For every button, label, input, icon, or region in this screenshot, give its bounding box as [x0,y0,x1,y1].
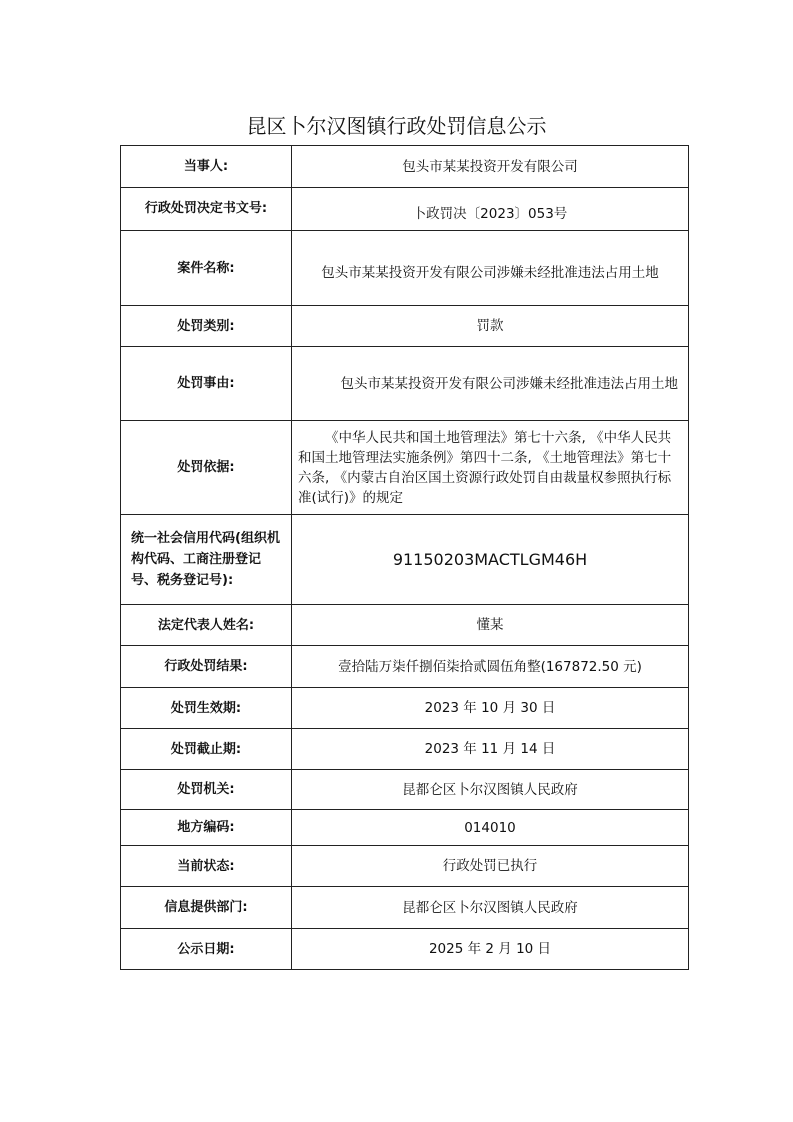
row-label: 案件名称: [121,231,292,306]
table-row [121,146,689,188]
row-value: 2025 年 2 月 10 日 [292,929,689,970]
penalty-info-table [120,145,689,970]
row-label: 当事人: [121,146,292,188]
row-value: 014010 [292,810,689,846]
table-row [121,729,689,770]
page-title: 昆区卜尔汉图镇行政处罚信息公示 [246,114,547,138]
row-label: 处罚生效期: [121,688,292,729]
row-label: 处罚事由: [121,347,292,421]
row-value: 昆都仑区卜尔汉图镇人民政府 [292,770,689,810]
row-value: 包头市某某投资开发有限公司 [292,146,689,188]
row-value: 2023 年 10 月 30 日 [292,688,689,729]
row-label: 法定代表人姓名: [121,605,292,646]
table-row [121,347,689,421]
row-value: 卜政罚决〔2023〕053号 [292,188,689,231]
table-row [121,688,689,729]
row-value: 91150203MACTLGM46H [292,515,689,605]
row-value: 昆都仑区卜尔汉图镇人民政府 [292,887,689,929]
row-label: 处罚依据: [121,421,292,515]
row-value: 行政处罚已执行 [292,846,689,887]
row-label: 行政处罚结果: [121,646,292,688]
row-value: 《中华人民共和国土地管理法》第七十六条, 《中华人民共和国土地管理法实施条例》第四十二条, 《土地管理法》第七十六条, 《内蒙古自治区国土资源行政处罚自由裁量权参照执行标准(试行)》的规定 [292,421,689,515]
table-row [121,605,689,646]
row-label: 公示日期: [121,929,292,970]
table-row [121,306,689,347]
table-row [121,515,689,605]
row-label: 当前状态: [121,846,292,887]
table-row [121,770,689,810]
row-label: 信息提供部门: [121,887,292,929]
table-row [121,887,689,929]
table-row [121,231,689,306]
row-value: 2023 年 11 月 14 日 [292,729,689,770]
row-label: 行政处罚决定书文号: [121,188,292,231]
row-value: 壹拾陆万柒仟捌佰柒拾贰圆伍角整(167872.50 元) [292,646,689,688]
table-row [121,810,689,846]
row-label: 处罚截止期: [121,729,292,770]
row-value: 懂某 [292,605,689,646]
row-value: 包头市某某投资开发有限公司涉嫌未经批准违法占用土地 [292,347,689,421]
row-value: 罚款 [292,306,689,347]
table-row [121,188,689,231]
table-row [121,929,689,970]
row-label: 处罚机关: [121,770,292,810]
row-label: 统一社会信用代码(组织机构代码、工商注册登记号、税务登记号): [121,515,292,605]
row-value: 包头市某某投资开发有限公司涉嫌未经批准违法占用土地 [292,231,689,306]
table-row [121,646,689,688]
row-label: 处罚类别: [121,306,292,347]
table-row [121,421,689,515]
table-row [121,846,689,887]
row-label: 地方编码: [121,810,292,846]
